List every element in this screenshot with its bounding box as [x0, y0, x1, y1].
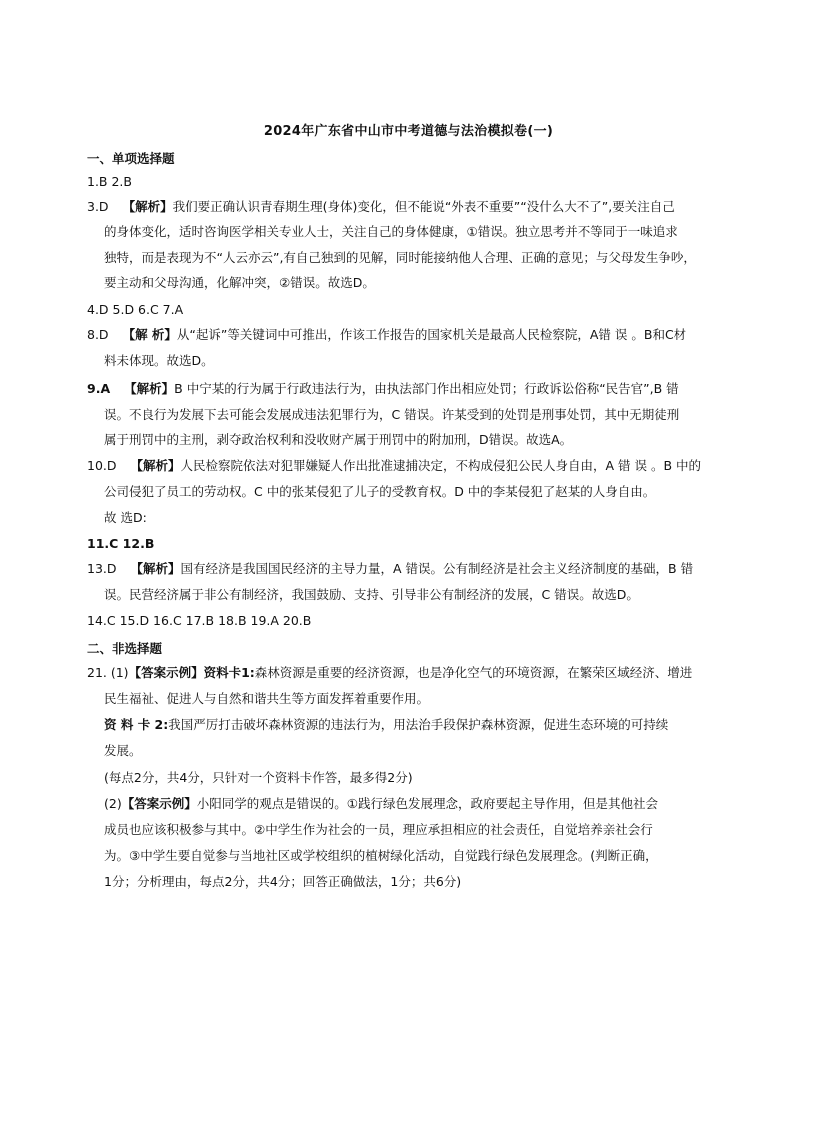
- q10-line-3: 故 选D:: [104, 510, 147, 525]
- q10-line-1: [87, 457, 701, 475]
- q21-card2-label: 资 料 卡 2:: [104, 717, 169, 732]
- q13-analysis-tag: 【解析】: [130, 561, 181, 576]
- answers-14-20: 14.C 15.D 16.C 17.B 18.B 19.A 20.B: [87, 613, 312, 628]
- q10-number: 10.D: [87, 458, 117, 473]
- answers-4-7: 4.D 5.D 6.C 7.A: [87, 302, 184, 317]
- answers-1-2: 1.B 2.B: [87, 174, 132, 189]
- q9-text-1: B 中宁某的行为属于行政违法行为，由执法部门作出相应处罚；行政诉讼俗称“民告官”,B 错: [174, 381, 679, 396]
- q8-line-1: [87, 326, 686, 344]
- q21-part2-line-4: 1分；分析理由，每点2分，共4分；回答正确做法，1分；共6分): [104, 874, 462, 889]
- q21-part2-line-1: [104, 795, 658, 813]
- q9-analysis-tag: 【解析】: [124, 381, 175, 396]
- q3-line-1: [87, 198, 675, 216]
- q9-line-3: 属于刑罚中的主刑，剥夺政治权利和没收财产属于刑罚中的附加刑，D错误。故选A。: [104, 432, 573, 447]
- q3-text-1: 我们要正确认识青春期生理(身体)变化，但不能说“外表不重要”“没什么大不了”,要关注自己: [172, 199, 675, 214]
- q8-text-1: 从“起诉”等关键词中可推出，作该工作报告的国家机关是最高人民检察院，A错 误 。B和C材: [176, 327, 687, 342]
- q21-part1-text-1: 森林资源是重要的经济资源，也是净化空气的环境资源，在繁荣区域经济、增进: [254, 665, 693, 680]
- q13-line-1: [87, 560, 693, 578]
- q13-text-1: 国有经济是我国国民经济的主导力量，A 错误。公有制经济是社会主义经济制度的基础，B 错: [180, 561, 694, 576]
- q3-line-3: 独特，而是表现为不“人云亦云”,有自己独到的见解，同时能接纳他人合理、正确的意见；与父母发生争吵，: [104, 250, 696, 265]
- q10-analysis-tag: 【解析】: [130, 458, 181, 473]
- section-single-choice-heading: 一、单项选择题: [87, 151, 175, 166]
- q21-part1-text-3: 我国严厉打击破坏森林资源的违法行为，用法治手段保护森林资源，促进生态环境的可持续: [168, 717, 669, 732]
- q9-number: 9.A: [87, 381, 111, 396]
- q8-number: 8.D: [87, 327, 109, 342]
- page-title: 2024年广东省中山市中考道德与法治模拟卷(一): [263, 124, 554, 139]
- q9-line-2: 误。不良行为发展下去可能会发展成违法犯罪行为，C 错误。许某受到的处罚是刑事处罚，其中无期徒刑: [104, 407, 680, 422]
- q21-part2-answer-tag: 【答案示例】: [121, 796, 197, 811]
- q21-part1-number: 21. (1): [87, 665, 129, 680]
- q21-part2-number: (2): [104, 796, 122, 811]
- q8-analysis-tag: 【解 析】: [122, 327, 177, 342]
- q21-part1-line-1: [87, 664, 692, 682]
- q21-part2-line-2: 成员也应该积极参与其中。②中学生作为社会的一员，理应承担相应的社会责任，自觉培养亲社会行: [104, 822, 653, 837]
- q21-part1-line-3: [104, 716, 668, 734]
- q3-number: 3.D: [87, 199, 109, 214]
- q13-line-2: 误。民营经济属于非公有制经济，我国鼓励、支持、引导非公有制经济的发展，C 错误。故选D。: [104, 587, 639, 602]
- q3-line-4: 要主动和父母沟通，化解冲突，②错误。故选D。: [104, 275, 375, 290]
- q10-line-2: 公司侵犯了员工的劳动权。C 中的张某侵犯了儿子的受教育权。D 中的李某侵犯了赵某的人身自由。: [104, 484, 656, 499]
- q21-part1-line-2: 民生福祉、促进人与自然和谐共生等方面发挥着重要作用。: [104, 691, 430, 706]
- q21-part2-text-1: 小阳同学的观点是错误的。①践行绿色发展理念，政府要起主导作用，但是其他社会: [196, 796, 658, 811]
- section-non-choice-heading: 二、非选择题: [87, 641, 163, 656]
- q21-part1-answer-tag: 【答案示例】: [128, 665, 204, 680]
- q10-text-1: 人民检察院依法对犯罪嫌疑人作出批准逮捕决定，不构成侵犯公民人身自由，A 错 误 。B 中的: [180, 458, 702, 473]
- q3-analysis-tag: 【解析】: [122, 199, 173, 214]
- answers-11-12: 11.C 12.B: [87, 536, 155, 551]
- q21-card1-label: 资料卡1:: [203, 665, 255, 680]
- q8-line-2: 料未体现。故选D。: [104, 353, 214, 368]
- q9-line-1: [87, 380, 679, 398]
- q21-part1-scoring: (每点2分，共4分，只针对一个资料卡作答，最多得2分): [104, 770, 413, 785]
- q13-number: 13.D: [87, 561, 117, 576]
- q21-part2-line-3: 为。③中学生要自觉参与当地社区或学校组织的植树绿化活动，自觉践行绿色发展理念。(判断正确，: [104, 848, 658, 863]
- q21-part1-line-4: 发展。: [104, 743, 142, 758]
- q3-line-2: 的身体变化，适时咨询医学相关专业人士，关注自己的身体健康，①错误。独立思考并不等同于一味追求: [104, 224, 678, 239]
